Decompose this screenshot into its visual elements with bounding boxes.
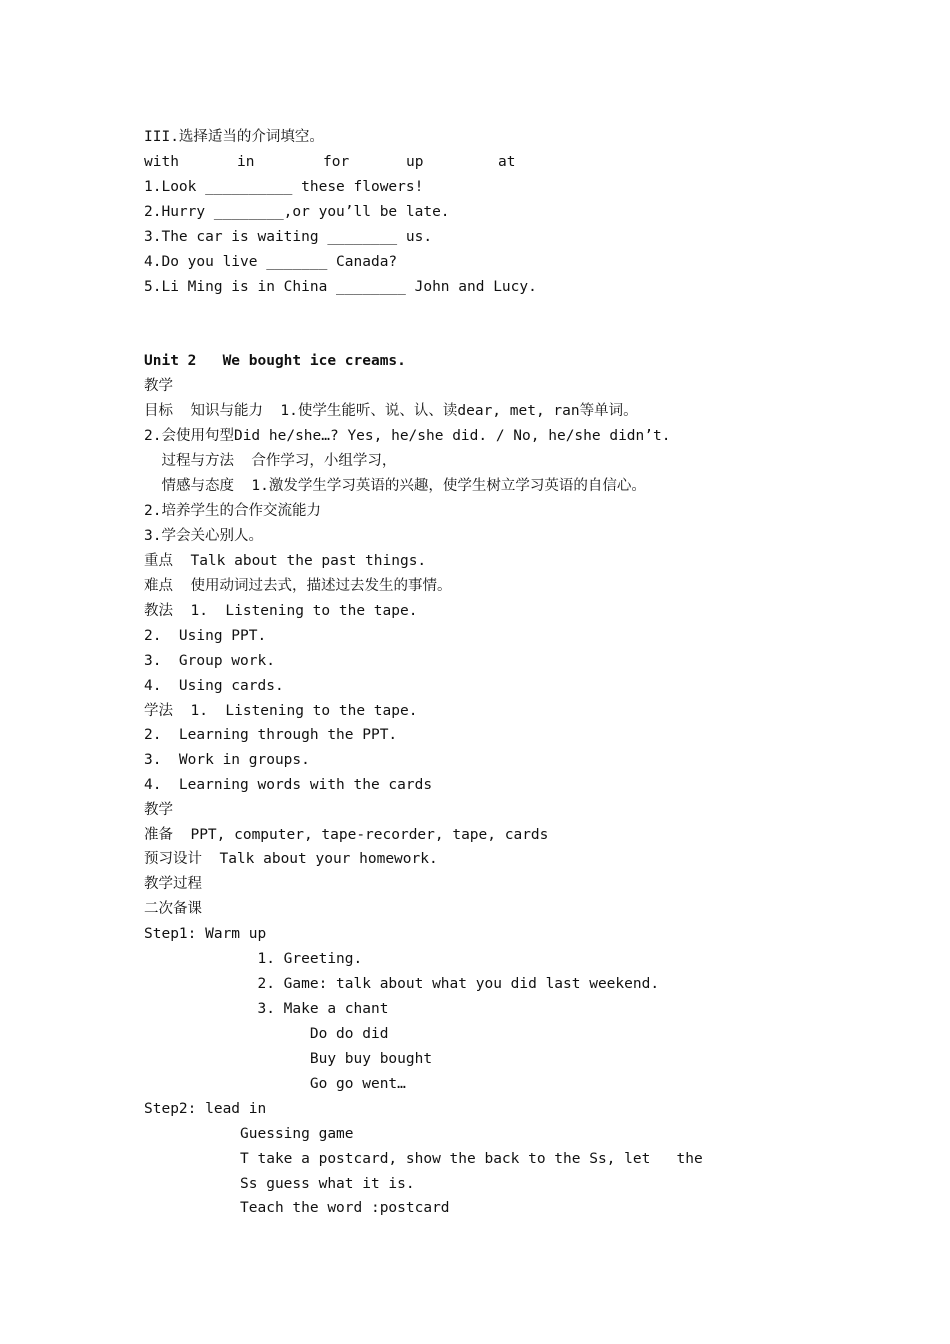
lesson-line: 准备 PPT, computer, tape-recorder, tape, cards [144,827,549,843]
exercise-heading: III.选择适当的介词填空。 [144,129,324,145]
lesson-line: 2.会使用句型Did he/she…? Yes, he/she did. / No, he/she didn’t. [144,428,671,444]
option-word: for [323,154,350,170]
option-word: up [406,154,424,170]
lesson-line: T take a postcard, show the back to the Ss, let the [144,1151,703,1167]
lesson-line: 教学 [144,378,173,394]
lesson-line: 3. Group work. [144,653,275,669]
lesson-line: Step2: lead in [144,1101,267,1117]
unit-title: Unit 2 We bought ice creams. [144,353,406,369]
option-word: in [237,154,255,170]
lesson-line: 学法 1. Listening to the tape. [144,703,418,719]
exercise-item: 5.Li Ming is in China ________ John and Lucy. [144,279,537,295]
exercise-item: 4.Do you live _______ Canada? [144,254,398,270]
lesson-line: 3. Work in groups. [144,752,310,768]
lesson-line: Go go went… [144,1076,406,1092]
lesson-line: 4. Learning words with the cards [144,777,433,793]
lesson-line: 2. Game: talk about what you did last weekend. [144,976,660,992]
lesson-line: Step1: Warm up [144,926,267,942]
exercise-item: 2.Hurry ________,or you’ll be late. [144,204,450,220]
lesson-line: Do do did [144,1026,389,1042]
lesson-line: 目标 知识与能力 1.使学生能听、说、认、读dear, met, ran等单词。 [144,403,638,419]
exercise-item: 3.The car is waiting ________ us. [144,229,433,245]
lesson-line: Guessing game [144,1126,354,1142]
option-word: with [144,154,179,170]
lesson-line: 教法 1. Listening to the tape. [144,603,418,619]
lesson-line: 1. Greeting. [144,951,363,967]
lesson-line: 情感与态度 1.激发学生学习英语的兴趣，使学生树立学习英语的自信心。 [144,478,646,494]
lesson-line: 教学 [144,802,173,818]
lesson-line: 难点 使用动词过去式，描述过去发生的事情。 [144,578,452,594]
lesson-line: Teach the word :postcard [144,1200,450,1216]
lesson-line: 重点 Talk about the past things. [144,553,427,569]
option-word: at [498,154,516,170]
lesson-line: 2. Using PPT. [144,628,267,644]
lesson-line: 4. Using cards. [144,678,284,694]
lesson-line: 2.培养学生的合作交流能力 [144,503,321,519]
preposition-options [144,150,515,174]
lesson-line: 二次备课 [144,901,202,917]
lesson-line: Ss guess what it is. [144,1176,415,1192]
lesson-line: 2. Learning through the PPT. [144,727,398,743]
lesson-line: 过程与方法 合作学习，小组学习， [144,453,397,469]
lesson-line: 预习设计 Talk about your homework. [144,851,438,867]
lesson-line: Buy buy bought [144,1051,433,1067]
lesson-line: 教学过程 [144,876,202,892]
exercise-item: 1.Look __________ these flowers! [144,179,424,195]
lesson-line: 3. Make a chant [144,1001,389,1017]
lesson-line: 3.学会关心别人。 [144,528,263,544]
